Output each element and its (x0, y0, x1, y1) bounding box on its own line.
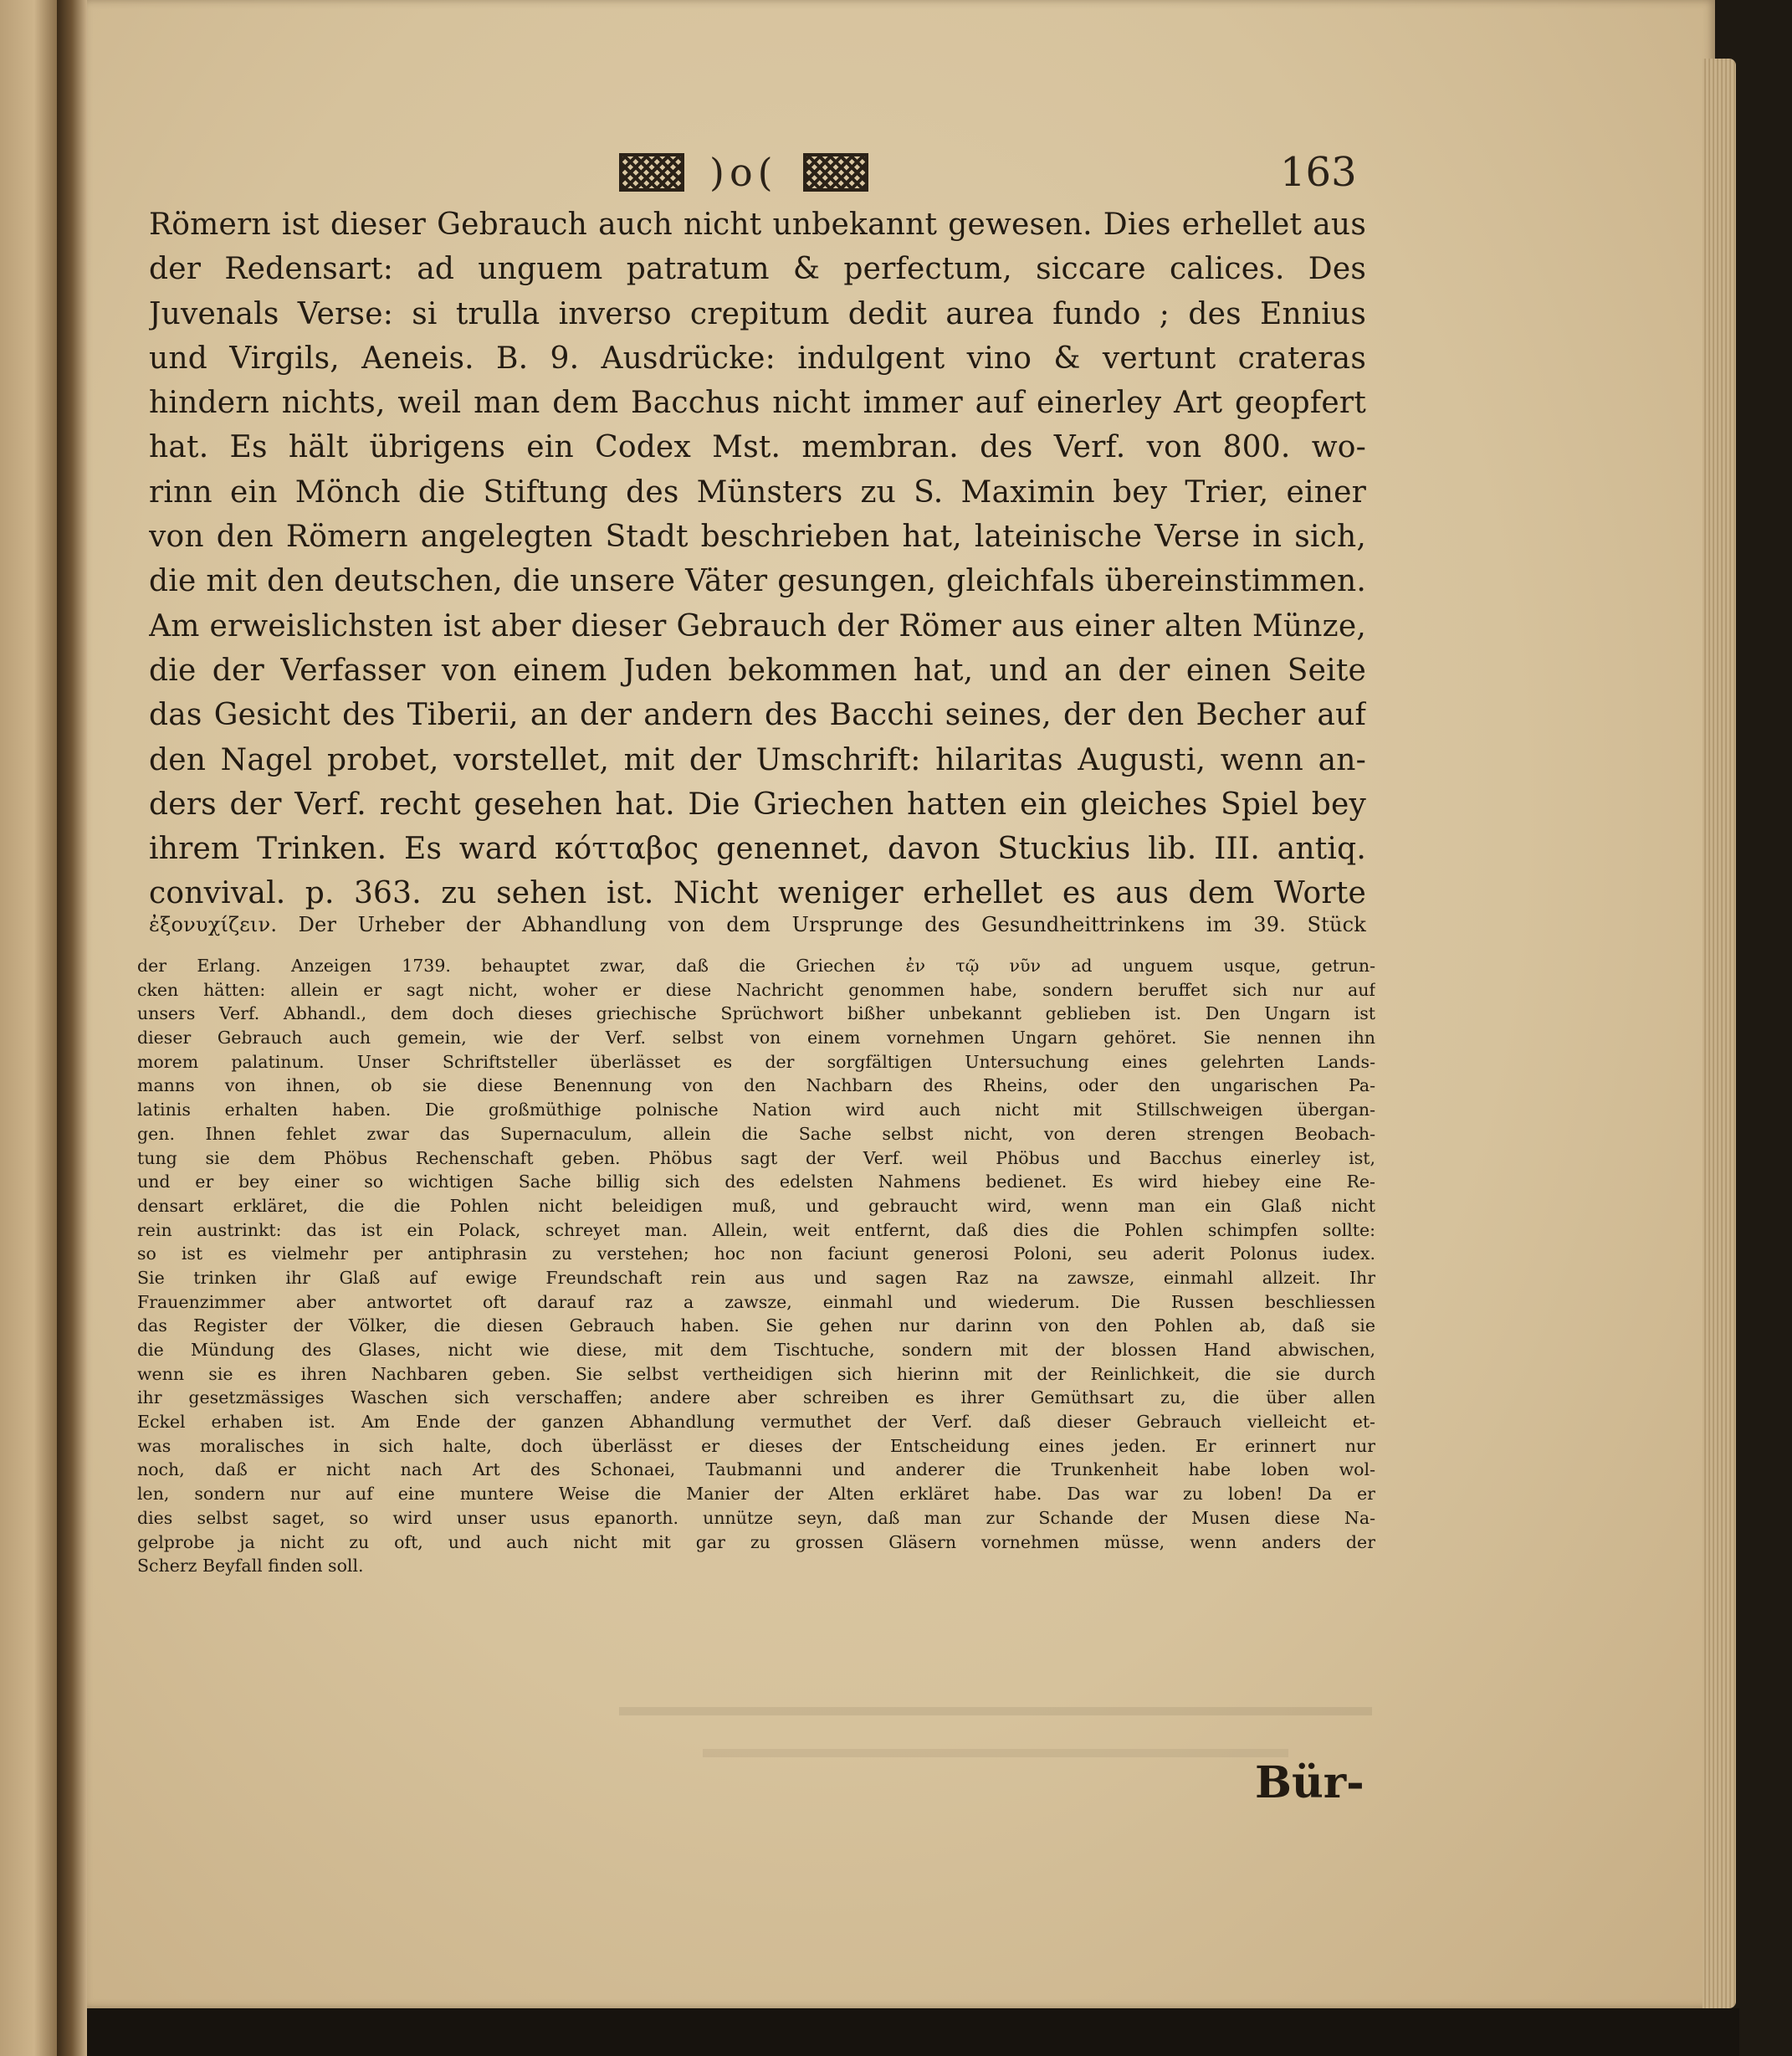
text-line: Römern ist dieser Gebrauch auch nicht unbekannt gewesen. Dies erhellet aus (149, 208, 1366, 242)
text-line: der Redensart: ad unguem patratum & perfectum, siccare calices. Des (149, 252, 1366, 287)
footnote-line: ihr gesetzmässiges Waschen sich verschaffen; andere aber schreiben es ihrer Gemüthsart zu, die über allen (137, 1387, 1375, 1408)
page-fore-edge (1702, 59, 1736, 2008)
footnote-line: densart erkläret, die die Pohlen nicht beleidigen muß, und gebraucht wird, wenn man ein Glaß nicht (137, 1195, 1375, 1216)
footnote-line: morem palatinum. Unser Schriftsteller überlässet es der sorgfältigen Untersuchung eines gelehrten Lands- (137, 1051, 1375, 1072)
bleed-through-shadow (452, 1707, 1372, 1791)
footnote-line: die Mündung des Glases, nicht wie diese, mit dem Tischtuche, sondern mit der blossen Hand abwischen, (137, 1340, 1375, 1360)
header-mark: )o( (709, 150, 778, 195)
footnote-line: latinis erhalten haben. Die großmüthige polnische Nation wird auch nicht mit Stillschweigen übergan- (137, 1100, 1375, 1120)
footnote-line: der Erlang. Anzeigen 1739. behauptet zwar, daß die Griechen ἐν τῷ νῦν ad unguem usque, getrun- (137, 956, 1375, 976)
footnote-line: dieser Gebrauch auch gemein, wie der Verf. selbst von einem vornehmen Ungarn gehöret. Sie nennen ihn (137, 1028, 1375, 1049)
text-line: und Virgils, Aeneis. B. 9. Ausdrücke: indulgent vino & vertunt crateras (149, 341, 1366, 376)
text-line: ihrem Trinken. Es ward κότταβος genennet, davon Stuckius lib. III. antiq. (149, 832, 1366, 867)
footnote-line: was moralisches in sich halte, doch überlässt er dieses der Entscheidung eines jeden. Er erinnert nur (137, 1435, 1375, 1456)
footnote-first-line: ἐξονυχίζειν. Der Urheber der Abhandlung von dem Ursprunge des Gesundheittrinkens im 39. Stück (149, 913, 1366, 936)
text-line: den Nagel probet, vorstellet, mit der Umschrift: hilaritas Augusti, wenn an- (149, 742, 1366, 777)
ornament-right-icon (803, 153, 868, 192)
main-text-block (149, 203, 1366, 916)
text-line: Am erweislichsten ist aber dieser Gebrauch der Römer aus einer alten Münze, (149, 608, 1366, 643)
footnote-line: gen. Ihnen fehlet zwar das Supernaculum, allein die Sache selbst nicht, von deren strengen Beobach- (137, 1123, 1375, 1144)
footnote-line: Scherz Beyfall finden soll. (137, 1556, 364, 1577)
footnote-line: gelprobe ja nicht zu oft, und auch nicht mit gar zu grossen Gläsern vornehmen müsse, wenn anders der (137, 1531, 1375, 1552)
text-line: rinn ein Mönch die Stiftung des Münsters zu S. Maximin bey Trier, einer (149, 474, 1366, 510)
footnote-line: und er bey einer so wichtigen Sache billig sich des edelsten Nahmens bedienet. Es wird hiebey eine Re- (137, 1172, 1375, 1192)
footnote-line: das Register der Völker, die diesen Gebrauch haben. Sie gehen nur darinn von den Pohlen ab, daß sie (137, 1315, 1375, 1336)
text-line: Juvenals Verse: si trulla inverso crepitum dedit aurea fundo ; des Ennius (149, 296, 1366, 331)
page-number: 163 (1280, 149, 1357, 196)
footnote-line: len, sondern nur auf eine muntere Weise die Manier der Alten erkläret habe. Das war zu loben! Da er (137, 1484, 1375, 1505)
text-line: die der Verfasser von einem Juden bekommen hat, und an der einen Seite (149, 653, 1366, 688)
running-header (619, 147, 868, 197)
text-line: die mit den deutschen, die unsere Väter gesungen, gleichfals übereinstimmen. (149, 564, 1366, 599)
footnote-line: Eckel erhaben ist. Am Ende der ganzen Abhandlung vermuthet der Verf. daß dieser Gebrauch vielleicht et- (137, 1412, 1375, 1433)
footnote-line: cken hätten: allein er sagt nicht, woher er diese Nachricht genommen habe, sondern beruffet sich nur auf (137, 979, 1375, 1000)
footnote-line: Frauenzimmer aber antwortet oft darauf raz a zawsze, einmahl und wiederum. Die Russen beschliessen (137, 1291, 1375, 1312)
facing-page-edge (0, 0, 57, 2056)
text-line: hindern nichts, weil man dem Bacchus nicht immer auf einerley Art geopfert (149, 386, 1366, 421)
text-line: das Gesicht des Tiberii, an der andern des Bacchi seines, der den Becher auf (149, 698, 1366, 733)
footnote-line: so ist es vielmehr per antiphrasin zu verstehen; hoc non faciunt generosi Poloni, seu aderit Polonus iudex. (137, 1243, 1375, 1264)
book-gutter (57, 0, 87, 2056)
footnote-opening (149, 906, 1366, 943)
footnote-line: wenn sie es ihren Nachbaren geben. Sie selbst vertheidigen sich hierinn mit der Reinlichkeit, die sie durch (137, 1363, 1375, 1384)
text-line: von den Römern angelegten Stadt beschrieben hat, lateinische Verse in sich, (149, 520, 1366, 555)
text-line: convival. p. 363. zu sehen ist. Nicht weniger erhellet es aus dem Worte (149, 876, 1366, 911)
ornament-left-icon (619, 153, 684, 192)
footnote-line: unsers Verf. Abhandl., dem doch dieses griechische Sprüchwort bißher unbekannt geblieben ist. Den Ungarn ist (137, 1003, 1375, 1024)
scan-bottom-border (87, 2008, 1739, 2056)
footnote-block (137, 954, 1375, 1578)
footnote-line: noch, daß er nicht nach Art des Schonaei, Taubmanni und anderer die Trunkenheit habe loben wol- (137, 1459, 1375, 1480)
catchword: Bür- (1255, 1757, 1364, 1808)
footnote-line: rein austrinkt: das ist ein Polack, schreyet man. Allein, weit entfernt, daß dies die Pohlen schimpfen sollte: (137, 1219, 1375, 1240)
footnote-line: Sie trinken ihr Glaß auf ewige Freundschaft rein aus und sagen Raz na zawsze, einmahl allzeit. Ihr (137, 1267, 1375, 1288)
text-line: ders der Verf. recht gesehen hat. Die Griechen hatten ein gleiches Spiel bey (149, 787, 1366, 822)
footnote-line: tung sie dem Phöbus Rechenschaft geben. Phöbus sagt der Verf. weil Phöbus und Bacchus einerley ist, (137, 1147, 1375, 1168)
footnote-line: dies selbst saget, so wird unser usus epanorth. unnütze seyn, daß man zur Schande der Musen diese Na- (137, 1507, 1375, 1528)
text-line: hat. Es hält übrigens ein Codex Mst. membran. des Verf. von 800. wo- (149, 430, 1366, 465)
footnote-line: manns von ihnen, ob sie diese Benennung von den Nachbarn des Rheins, oder den ungarischen Pa- (137, 1075, 1375, 1096)
